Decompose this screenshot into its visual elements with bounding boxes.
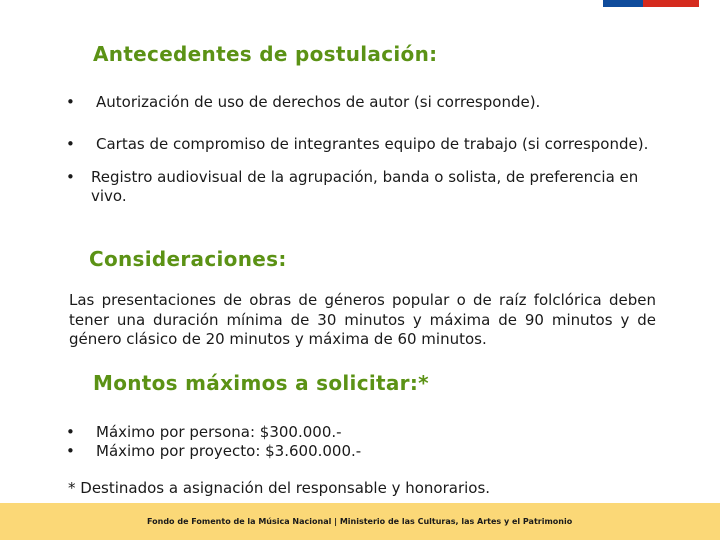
chile-flag-stripe <box>603 0 699 7</box>
list-item <box>66 423 666 442</box>
bullet: • <box>66 168 75 186</box>
consideraciones-paragraph: Las presentaciones de obras de géneros popular o de raíz folclórica deben tener una duración mínima de 30 minutos y máxima de 90 minutos y de género clásico de 20 minutos y máxima de 60 minutos. <box>69 291 656 348</box>
section-title-consideraciones: Consideraciones: <box>89 247 287 271</box>
list-item <box>66 168 666 206</box>
footer-text: Fondo de Fomento de la Música Nacional | Ministerio de las Culturas, las Artes y el Patrimonio <box>147 517 573 526</box>
list-item <box>66 442 666 461</box>
section-title-antecedentes: Antecedentes de postulación: <box>93 42 438 66</box>
antecedentes-list <box>66 93 666 206</box>
flag-red-segment <box>643 0 699 7</box>
section-title-montos: Montos máximos a solicitar:* <box>93 371 429 395</box>
list-item-text: Cartas de compromiso de integrantes equipo de trabajo (si corresponde). <box>96 135 649 153</box>
footer-bar <box>0 503 720 540</box>
list-item <box>66 135 666 154</box>
flag-blue-segment <box>603 0 643 7</box>
list-item <box>66 93 666 112</box>
bullet: • <box>66 135 75 153</box>
list-item-text: Máximo por proyecto: $3.600.000.- <box>96 442 362 460</box>
list-item-text: Máximo por persona: $300.000.- <box>96 423 342 441</box>
bullet: • <box>66 442 75 460</box>
list-item-text: Autorización de uso de derechos de autor (si corresponde). <box>96 93 541 111</box>
bullet: • <box>66 423 75 441</box>
bullet: • <box>66 93 75 111</box>
montos-list <box>66 423 666 461</box>
list-item-text: Registro audiovisual de la agrupación, banda o solista, de preferencia en vivo. <box>91 168 639 205</box>
footnote: * Destinados a asignación del responsable y honorarios. <box>68 479 491 497</box>
